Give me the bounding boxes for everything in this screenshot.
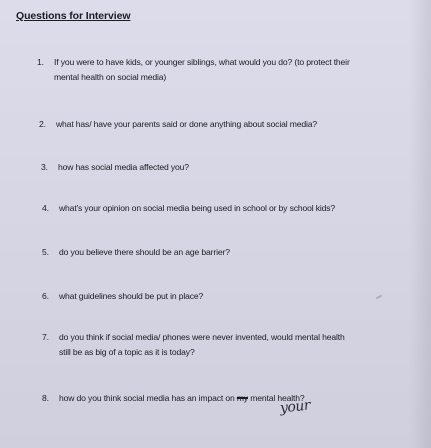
paper-mark bbox=[376, 295, 382, 300]
question-text-line: what guidelines should be put in place? bbox=[59, 291, 204, 301]
question-number: 2. bbox=[39, 119, 46, 129]
page-edge-shadow bbox=[409, 0, 431, 448]
question-number: 8. bbox=[42, 393, 49, 403]
question-text-line: do you believe there should be an age barrier? bbox=[59, 247, 230, 257]
question-number: 4. bbox=[42, 203, 49, 213]
question-text-line: do you think if social media/ phones were never invented, would mental health bbox=[59, 332, 345, 342]
question-2 bbox=[39, 117, 317, 132]
question-1 bbox=[37, 55, 350, 85]
question-7 bbox=[42, 330, 345, 360]
question-6 bbox=[42, 289, 203, 304]
question-number: 5. bbox=[42, 247, 49, 257]
question-text-after: mental health? bbox=[247, 393, 305, 403]
question-number: 1. bbox=[37, 57, 44, 67]
struck-word: my bbox=[236, 393, 248, 403]
question-3 bbox=[41, 160, 189, 175]
question-text-line: mental health on social media) bbox=[54, 72, 167, 82]
question-number: 6. bbox=[42, 291, 49, 301]
handwritten-correction: your bbox=[279, 397, 311, 417]
question-number: 3. bbox=[41, 162, 48, 172]
question-number: 7. bbox=[42, 332, 49, 342]
question-text-before: how do you think social media has an impact on bbox=[59, 393, 237, 403]
question-5 bbox=[42, 245, 230, 260]
question-text-line: If you were to have kids, or younger siblings, what would you do? (to protect their bbox=[54, 57, 350, 67]
question-text-line: still be as big of a topic as it is today? bbox=[59, 347, 195, 357]
question-text-line: what has/ have your parents said or done anything about social media? bbox=[56, 119, 318, 129]
document-title: Questions for Interview bbox=[16, 10, 131, 22]
question-text-line: how has social media affected you? bbox=[58, 162, 189, 172]
question-text-line bbox=[42, 391, 305, 406]
question-8 bbox=[42, 391, 305, 406]
question-4 bbox=[42, 201, 335, 216]
question-text-line: what's your opinion on social media being used in school or by school kids? bbox=[59, 203, 336, 213]
